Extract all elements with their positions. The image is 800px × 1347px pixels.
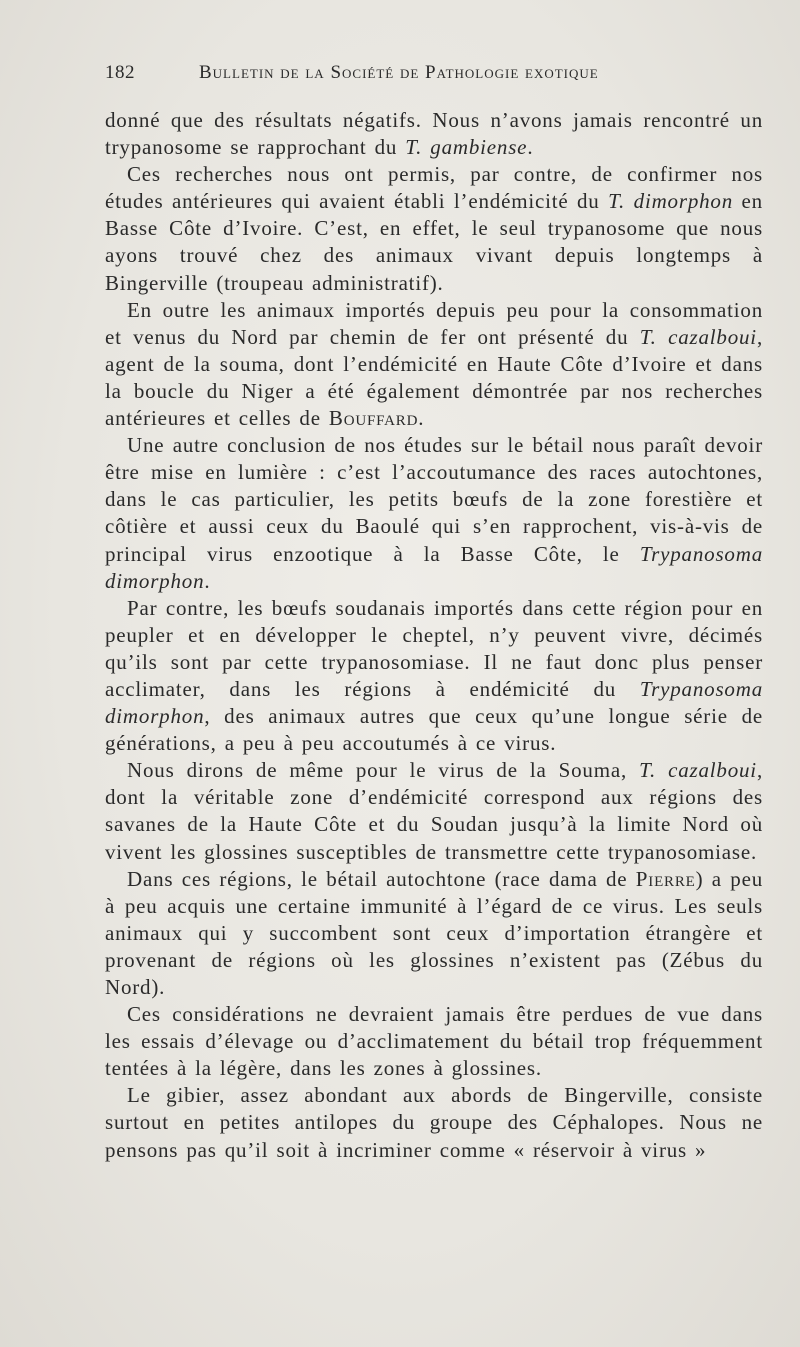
paragraph-1 [105,107,763,161]
species-name: Trypanosoma dimorphon [105,541,763,593]
paragraph-8 [105,1001,763,1082]
text-run: . [527,135,534,160]
species-name: T. cazalboui [639,758,757,783]
page-header [105,62,755,92]
paragraph-7 [105,866,763,1001]
text-run: , des animaux autres que ceux qu’une longue série de générations, a peu à peu accoutumés à ce virus. [105,704,763,756]
page-number: 182 [105,62,135,83]
text-run: Ces considérations ne devraient jamais être perdues de vue dans les essais d’élevage ou d’acclimatement du bétail trop fréquemment tentées à la légère, dans les zones à glossines. [105,1002,763,1081]
paragraph-5 [105,595,763,758]
text-run: , dont la véritable zone d’endémicité correspond aux régions des savanes de la Haute Côte et du Soudan jusqu’à la limite Nord où vivent les glossines susceptibles de transmettre cette trypanosomiase. [105,758,764,864]
paragraph-3 [105,297,763,432]
author-name: Pierre [635,866,696,891]
text-run: donné que des résultats négatifs. Nous n’avons jamais rencontré un trypanosome se rapprochant du [105,108,763,160]
species-name: T. cazalboui [639,324,757,349]
running-title: Bulletin de la Société de Pathologie exotique [199,62,599,83]
text-run: Dans ces régions, le bétail autochtone (race dama de [127,866,636,891]
body-text [105,107,763,1164]
text-run: Ces recherches nous ont permis, par contre, de confirmer nos études antérieures qui avaient établi l’endémicité du [105,162,763,214]
text-run: . [204,568,211,593]
paragraph-4 [105,432,763,595]
paragraph-9 [105,1082,763,1163]
author-name: Bouffard [328,406,419,431]
text-run: , agent de la souma, dont l’endémicité en Haute Côte d’Ivoire et dans la boucle du Niger a été également démontrée par nos recherches antérieures et celles de [105,324,763,431]
paragraph-2 [105,161,763,296]
species-name: T. dimorphon [608,189,734,214]
text-run: ) a peu à peu acquis une certaine immunité à l’égard de ce virus. Les seuls animaux qui y succombent sont ceux d’importation étrangère et provenant de régions où les glossines n’existent pas (Zébus du Nord). [105,866,763,999]
text-run: . [418,406,425,431]
paragraph-6 [105,757,763,865]
text-run: Le gibier, assez abondant aux abords de Bingerville, consiste surtout en petites antilopes du groupe des Céphalopes. Nous ne pensons pas qu’il soit à incriminer comme « réservoir à virus » [105,1083,763,1162]
text-run: Nous dirons de même pour le virus de la Souma, [127,758,640,783]
text-run: En outre les animaux importés depuis peu pour la consommation et venus du Nord par chemin de fer ont présenté du [105,297,763,349]
species-name: T. gambiense [405,135,528,160]
text-run: en Basse Côte d’Ivoire. C’est, en effet, le seul trypanosome que nous ayons trouvé chez des animaux vivant depuis longtemps à Bingerville (troupeau administratif). [105,189,763,295]
species-name: Trypanosoma dimorphon [105,676,763,729]
text-run: Par contre, les bœufs soudanais importés dans cette région pour en peupler et en développer le cheptel, n’y peuvent vivre, décimés qu’ils sont par cette trypanosomiase. Il ne faut donc plus penser acclimater, dans les régions à endémicité du [105,595,763,701]
text-run: Une autre conclusion de nos études sur le bétail nous paraît devoir être mise en lumière : c’est l’accoutumance des races autochtones, dans le cas particulier, les petits bœufs de la zone forestière et côtière et aussi ceux du Baoulé qui s’en rapprochent, vis-à-vis de principal virus enzootique à la Basse Côte, le [105,433,763,566]
